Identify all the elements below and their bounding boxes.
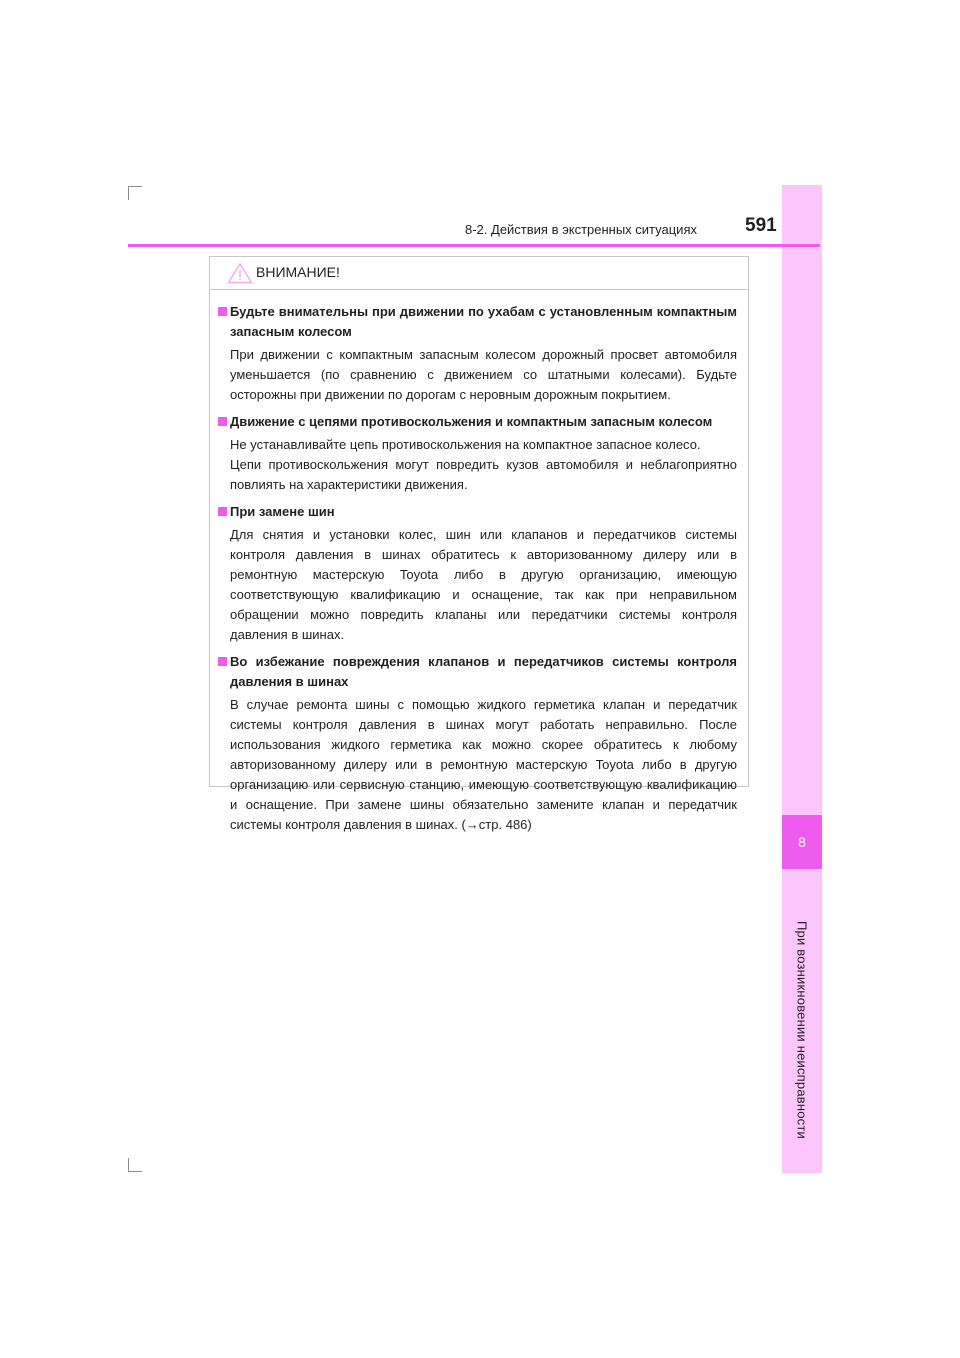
caution-item-text bbox=[218, 525, 737, 645]
caution-item bbox=[218, 652, 737, 835]
caution-item bbox=[218, 412, 737, 495]
paragraph: Не устанавливайте цепь противоскольжения на компактное запасное колесо. bbox=[230, 437, 701, 452]
square-bullet-icon bbox=[218, 417, 227, 426]
caution-item-text bbox=[218, 435, 737, 495]
crop-mark-top-left-h bbox=[128, 186, 142, 187]
caution-item-heading bbox=[218, 652, 737, 692]
caution-item-text bbox=[218, 345, 737, 405]
chapter-side-label: При возникновении неисправности bbox=[794, 921, 810, 1139]
caution-title: ВНИМАНИЕ! bbox=[256, 264, 340, 280]
square-bullet-icon bbox=[218, 657, 227, 666]
square-bullet-icon bbox=[218, 507, 227, 516]
caution-box bbox=[209, 256, 749, 832]
header-rule bbox=[128, 244, 820, 247]
caution-item-text bbox=[218, 695, 737, 835]
caution-item-heading-text: Будьте внимательны при движении по ухабам с установленным компактным запасным колесом bbox=[230, 304, 737, 339]
caution-item bbox=[218, 502, 737, 645]
caution-item-heading-text: При замене шин bbox=[230, 504, 335, 519]
paragraph: В случае ремонта шины с помощью жидкого герметика клапан и передатчик системы контроля давления в шинах могут работать неправильно. После использования жидкого герметика как можно скорее обратитесь к любому авторизованному дилеру или в ремонтную мастерскую Toyota либо в другую организацию или сервисную станцию, имеющую соответствующую квалификацию и оснащение. При замене шины обязательно замените клапан и передатчик системы контроля давления в шинах. (→стр. 486) bbox=[230, 697, 737, 832]
crop-mark-bottom-left-h bbox=[128, 1171, 142, 1172]
caution-item-heading bbox=[218, 302, 737, 342]
caution-item bbox=[218, 302, 737, 405]
caution-header bbox=[210, 257, 748, 290]
paragraph: Цепи противоскольжения могут повредить кузов автомобиля и неблагоприятно повлиять на характеристики движения. bbox=[230, 457, 737, 492]
paragraph: Для снятия и установки колес, шин или клапанов и передатчиков системы контроля давления в шинах обратитесь к авторизованному дилеру или в ремонтную мастерскую Toyota либо в другую организацию, имеющую соответствующую квалификацию и оснащение, так как при неправильном обращении можно повредить клапаны или передатчики системы контроля давления в шинах. bbox=[230, 527, 737, 642]
warning-triangle-icon bbox=[227, 262, 253, 284]
chapter-number-box bbox=[782, 815, 822, 869]
caution-item-heading-text: Во избежание повреждения клапанов и передатчиков системы контроля давления в шинах bbox=[230, 654, 737, 689]
caution-item-heading bbox=[218, 502, 737, 522]
caution-item-heading bbox=[218, 412, 737, 432]
paragraph: При движении с компактным запасным колесом дорожный просвет автомобиля уменьшается (по сравнению с движением со штатными колесами). Будьте осторожны при движении по дорогам с неровным дорожным покрытием. bbox=[230, 347, 737, 402]
chapter-number: 8 bbox=[798, 834, 806, 850]
caution-body bbox=[210, 290, 748, 835]
section-title: 8-2. Действия в экстренных ситуациях bbox=[465, 222, 697, 237]
square-bullet-icon bbox=[218, 307, 227, 316]
crop-mark-bottom-left-v bbox=[128, 1158, 129, 1172]
caution-item-heading-text: Движение с цепями противоскольжения и компактным запасным колесом bbox=[230, 414, 713, 429]
crop-mark-top-left-v bbox=[128, 186, 129, 200]
page-number: 591 bbox=[745, 215, 777, 236]
